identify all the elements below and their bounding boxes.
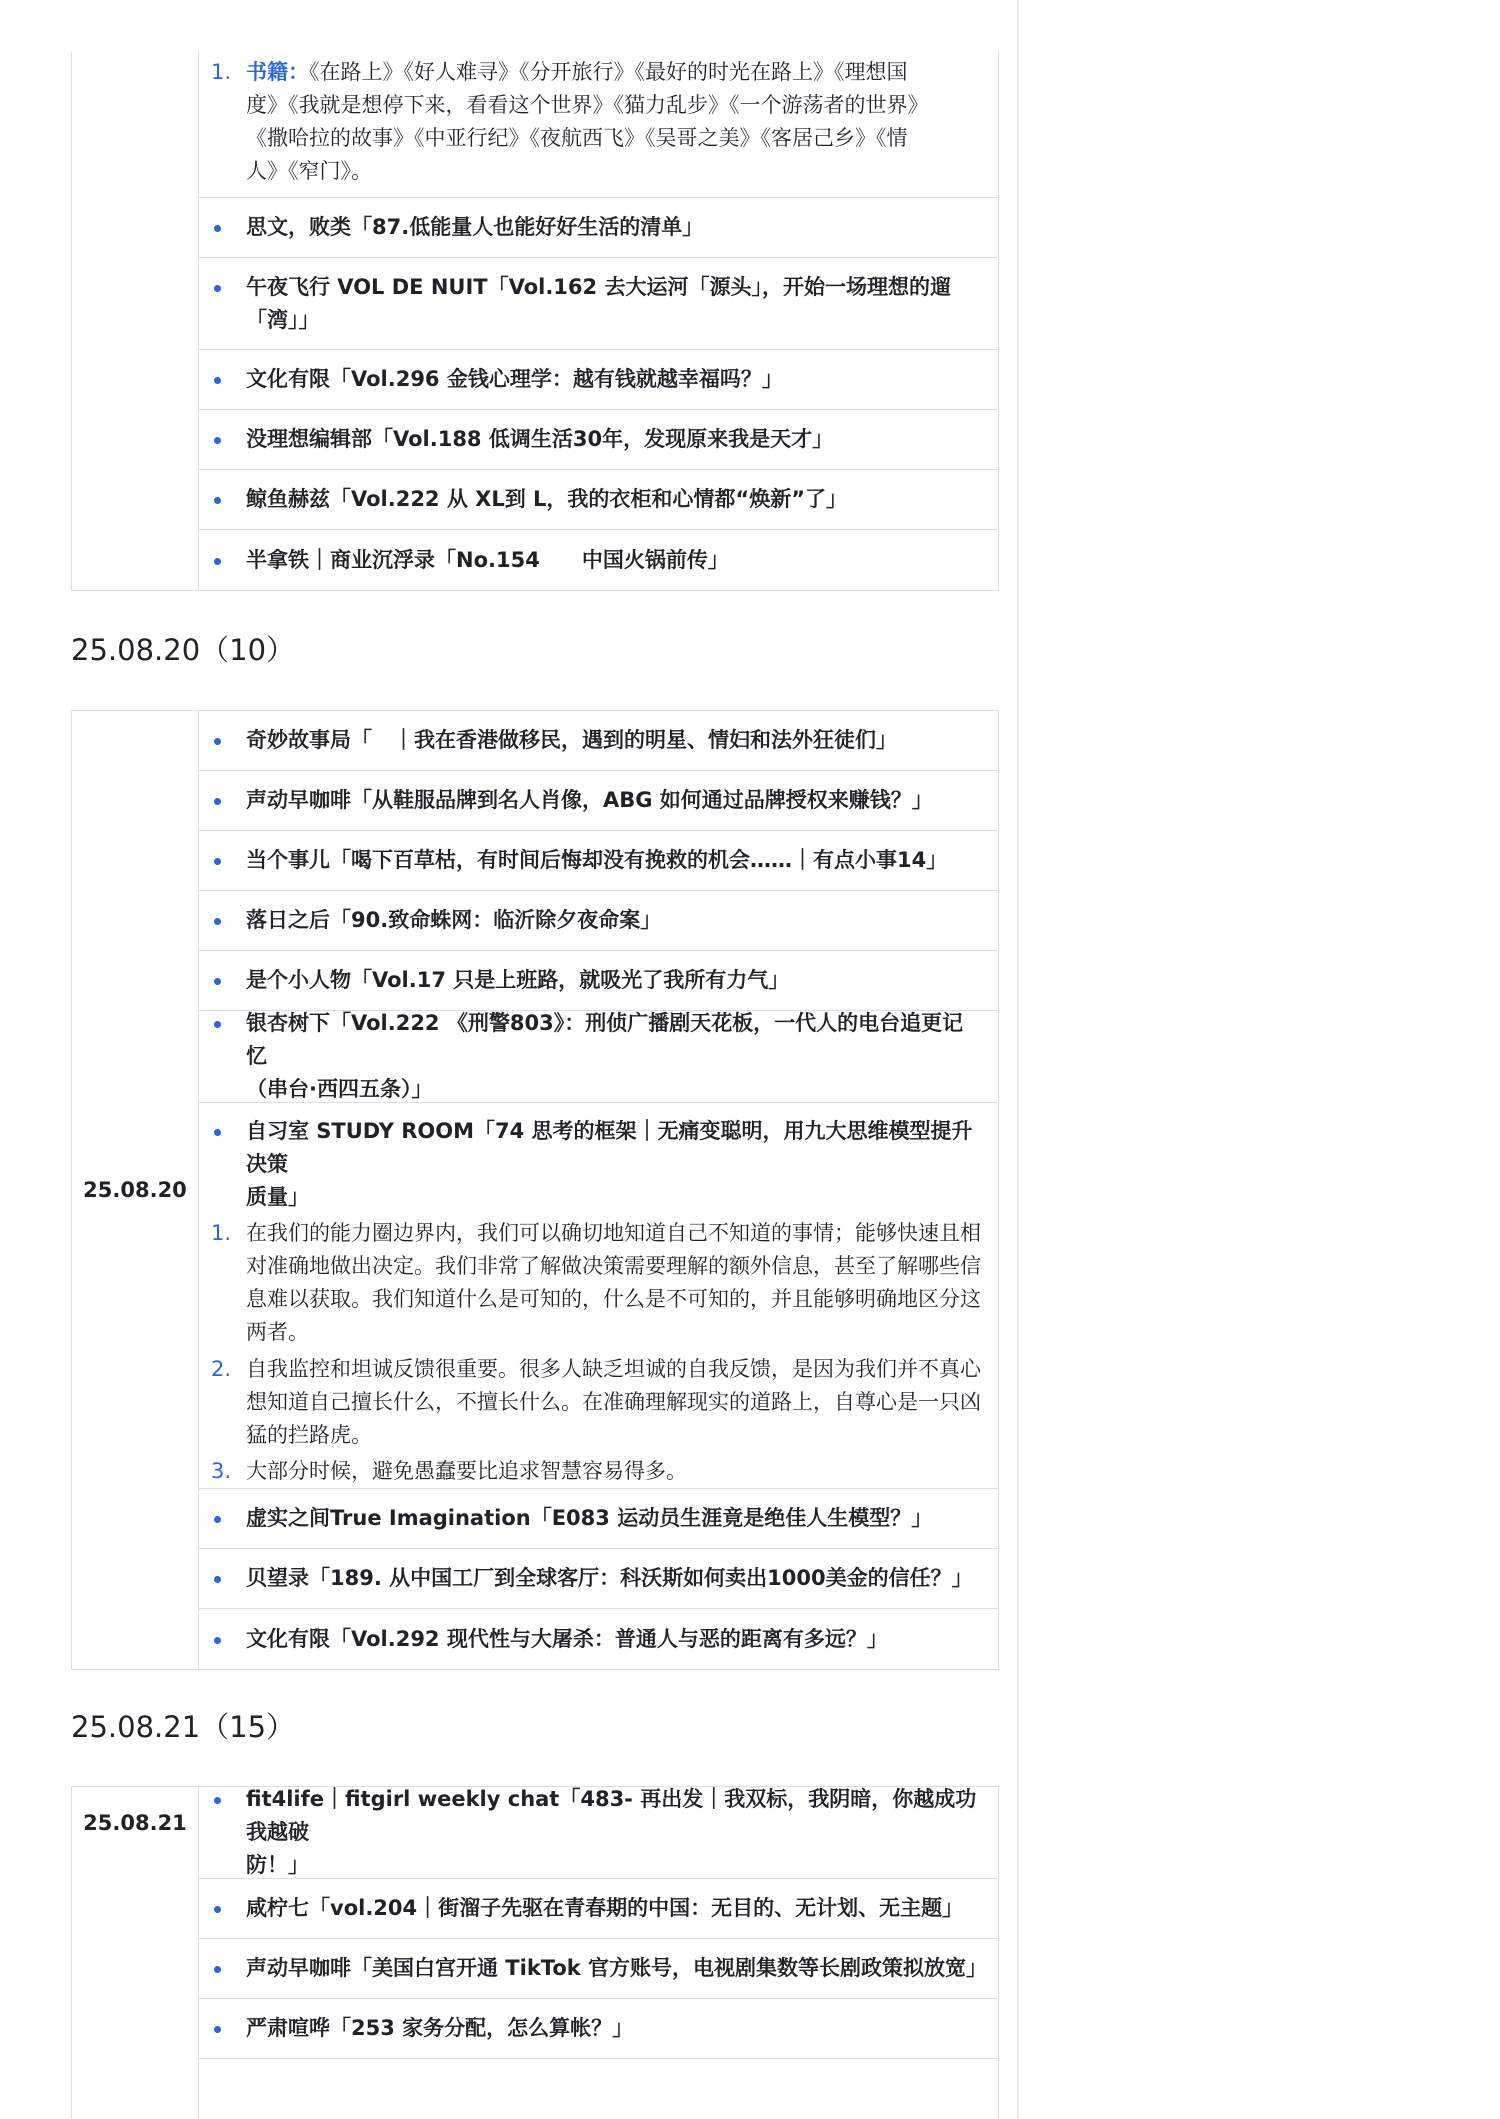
episode-title[interactable]: 落日之后「90.致命蛛网：临沂除夕夜命案」 <box>246 908 662 932</box>
bullet-icon <box>214 1637 221 1644</box>
bullet-icon <box>214 2026 221 2033</box>
episode-title[interactable]: 声动早咖啡「美国白宫开通 TikTok 官方账号，电视剧集数等长剧政策拟放宽」 <box>246 1956 988 1980</box>
episode-title[interactable]: 当个事儿「喝下百草枯，有时间后悔却没有挽救的机会……｜有点小事14」 <box>246 848 948 872</box>
episode-title[interactable]: 咸柠七「vol.204｜街溜子先驱在青春期的中国：无目的、无计划、无主题」 <box>246 1896 964 1920</box>
bullet-icon <box>214 978 221 985</box>
episode-title-cont[interactable]: 防！」 <box>246 1853 309 1877</box>
book-label: 书籍： <box>246 60 309 84</box>
episode-row[interactable] <box>199 530 998 590</box>
date-label: 25.08.20 <box>83 1178 187 1202</box>
episode-row[interactable] <box>199 1549 998 1609</box>
episode-table-0821 <box>71 1786 999 2119</box>
note-line: 对准确地做出决定。我们非常了解做决策需要理解的额外信息，甚至了解哪些信 <box>246 1254 981 1279</box>
episode-title[interactable]: 思文，败类「87.低能量人也能好好生活的清单」 <box>246 215 704 239</box>
episode-row[interactable] <box>199 410 998 470</box>
note-item <box>199 1217 998 1250</box>
bullet-icon <box>214 1797 221 1804</box>
date-cell <box>72 711 199 1669</box>
bullet-icon <box>214 437 221 444</box>
episode-title[interactable]: 虚实之间True Imagination「E083 运动员生涯竟是绝佳人生模型？」 <box>246 1506 933 1530</box>
episode-title[interactable]: 银杏树下「Vol.222 《刑警803》：刑侦广播剧天花板，一代人的电台追更记忆 <box>246 1011 964 1068</box>
page-right-rule <box>1017 0 1019 2119</box>
episode-row[interactable] <box>199 1879 998 1939</box>
episode-row[interactable] <box>199 1489 998 1549</box>
note-line: 两者。 <box>246 1320 309 1345</box>
episode-row[interactable] <box>199 951 998 1011</box>
note-item <box>199 1455 998 1488</box>
episode-title[interactable]: 半拿铁｜商业沉浮录「No.154 中国火锅前传」 <box>246 547 729 572</box>
bullet-icon <box>214 1906 221 1913</box>
note-line: 自我监控和坦诚反馈很重要。很多人缺乏坦诚的自我反馈，是因为我们并不真心 <box>246 1356 981 1381</box>
bullet-icon <box>214 1966 221 1973</box>
episode-title[interactable]: 文化有限「Vol.296 金钱心理学：越有钱就越幸福吗？」 <box>246 367 783 391</box>
episode-title[interactable]: 是个小人物「Vol.17 只是上班路，就吸光了我所有力气」 <box>246 968 790 992</box>
note-line: 息难以获取。我们知道什么是可知的，什么是不可知的，并且能够明确地区分这 <box>246 1287 981 1312</box>
episode-title[interactable]: fit4life｜fitgirl weekly chat「483- 再出发｜我双标，我阴暗，你越成功我越破 <box>246 1787 977 1844</box>
note-line: 大部分时候，避免愚蠢要比追求智慧容易得多。 <box>246 1458 687 1483</box>
date-column <box>72 52 199 590</box>
list-number: 2. <box>211 1356 232 1381</box>
bullet-icon <box>214 285 221 292</box>
book-line: 《撒哈拉的故事》《中亚行纪》《夜航西飞》《吴哥之美》《客居己乡》《情 <box>246 126 908 150</box>
episode-title[interactable]: 奇妙故事局「 ｜我在香港做移民，遇到的明星、情妇和法外狂徒们」 <box>246 728 897 752</box>
note-line: 在我们的能力圈边界内，我们可以确切地知道自己不知道的事情；能够快速且相 <box>246 1221 981 1246</box>
date-cell <box>72 1787 199 2119</box>
bullet-icon <box>214 558 221 565</box>
episode-row-empty <box>199 2059 998 2119</box>
episode-row[interactable] <box>199 771 998 831</box>
note-item <box>199 1353 998 1386</box>
bullet-icon <box>214 377 221 384</box>
episode-title-cont[interactable]: 「湾」」 <box>246 307 320 332</box>
episode-title[interactable]: 贝望录「189. 从中国工厂到全球客厅：科沃斯如何卖出1000美金的信任？」 <box>246 1566 973 1590</box>
episode-row[interactable] <box>199 470 998 530</box>
list-number: 1. <box>211 60 232 84</box>
episode-row[interactable] <box>199 258 998 350</box>
book-list-item <box>199 56 998 89</box>
note-line: 猛的拦路虎。 <box>246 1422 372 1447</box>
bullet-icon <box>214 497 221 504</box>
book-line: 度》《我就是想停下来，看看这个世界》《猫力乱步》《一个游荡者的世界》 <box>246 93 929 117</box>
bullet-icon <box>214 738 221 745</box>
note-line: 想知道自己擅长什么，不擅长什么。在准确理解现实的道路上，自尊心是一只凶 <box>246 1389 981 1414</box>
episode-row[interactable] <box>199 831 998 891</box>
bullet-icon <box>214 1129 221 1136</box>
book-line: 人》《窄门》。 <box>246 159 372 183</box>
episode-row[interactable] <box>199 1011 998 1103</box>
bullet-icon <box>214 858 221 865</box>
book-line: 《在路上》《好人难寻》《分开旅行》《最好的时光在路上》《理想国 <box>309 60 908 84</box>
episode-row[interactable] <box>199 1939 998 1999</box>
episode-row-with-notes[interactable] <box>199 1103 998 1489</box>
episode-row[interactable] <box>199 1609 998 1669</box>
bullet-icon <box>214 225 221 232</box>
bullet-icon <box>214 1516 221 1523</box>
episode-title[interactable]: 没理想编辑部「Vol.188 低调生活30年，发现原来我是天才」 <box>246 427 834 451</box>
episode-row[interactable] <box>199 350 998 410</box>
bullet-icon <box>214 1576 221 1583</box>
bullet-icon <box>214 1021 221 1028</box>
episode-row[interactable] <box>199 1787 998 1879</box>
list-number: 1. <box>211 1221 232 1246</box>
book-list-row <box>199 52 998 198</box>
date-heading: 25.08.20（10） <box>71 633 296 667</box>
date-label: 25.08.21 <box>83 1811 187 1835</box>
episode-row[interactable] <box>199 711 998 771</box>
episode-row[interactable] <box>199 1999 998 2059</box>
episode-row[interactable] <box>199 198 998 258</box>
episode-title[interactable]: 声动早咖啡「从鞋服品牌到名人肖像，ABG 如何通过品牌授权来赚钱？」 <box>246 788 933 812</box>
bullet-icon <box>214 918 221 925</box>
bullet-icon <box>214 798 221 805</box>
list-number: 3. <box>211 1458 232 1483</box>
episode-row[interactable] <box>199 891 998 951</box>
episode-title[interactable]: 鲸鱼赫兹「Vol.222 从 XL到 L，我的衣柜和心情都“焕新”了」 <box>246 487 848 511</box>
episode-title-cont[interactable]: 质量」 <box>246 1185 309 1209</box>
episode-title[interactable]: 文化有限「Vol.292 现代性与大屠杀：普通人与恶的距离有多远？」 <box>246 1626 888 1651</box>
episode-table-0820 <box>71 710 999 1670</box>
date-heading: 25.08.21（15） <box>71 1710 296 1744</box>
episode-title[interactable]: 自习室 STUDY ROOM「74 思考的框架｜无痛变聪明，用九大思维模型提升决策 <box>246 1119 973 1176</box>
episode-table-top <box>71 52 999 591</box>
episode-title[interactable]: 严肃喧哗「253 家务分配，怎么算帐？」 <box>246 2016 634 2040</box>
episode-title[interactable]: 午夜飞行 VOL DE NUIT「Vol.162 去大运河「源头」，开始一场理想的遛 <box>246 274 951 299</box>
episode-title-cont[interactable]: （串台·西四五条）」 <box>246 1077 433 1101</box>
